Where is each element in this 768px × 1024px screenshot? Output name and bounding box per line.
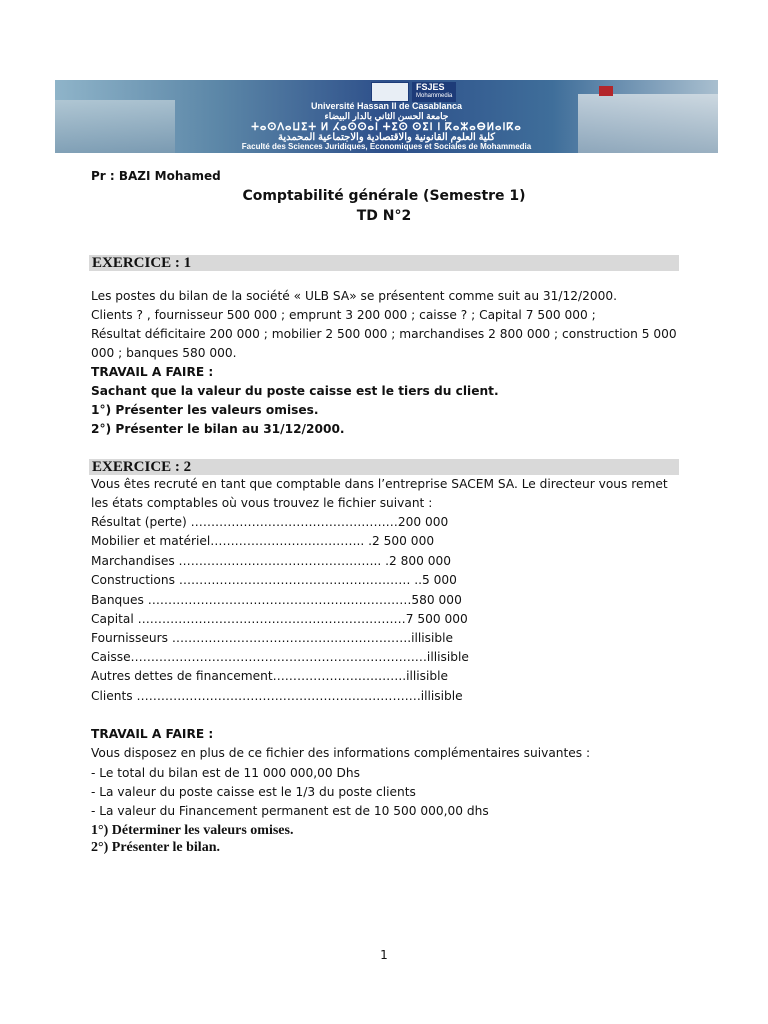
ex2-intro-line: les états comptables où vous trouvez le fichier suivant : bbox=[91, 496, 433, 510]
ex1-task-title: TRAVAIL A FAIRE : bbox=[91, 365, 214, 379]
banner-faculty-fr: Faculté des Sciences Juridiques, Economiques et Sociales de Mohammedia bbox=[241, 142, 532, 151]
ex2-task-title: TRAVAIL A FAIRE : bbox=[91, 727, 214, 741]
ex2-item: Résultat (perte) ……………………………………………200 000 bbox=[91, 515, 449, 529]
ex2-item: Fournisseurs ………………………………….……………….illisible bbox=[91, 631, 454, 645]
ex2-item: Mobilier et matériel……………………………….. .2 500 000 bbox=[91, 534, 435, 548]
ex1-line: Clients ? , fournisseur 500 000 ; emprunt 3 200 000 ; caisse ? ; Capital 7 500 000 ; bbox=[91, 308, 596, 322]
exercise-1-heading: EXERCICE : 1 bbox=[89, 255, 679, 271]
ex1-line: 000 ; banques 580 000. bbox=[91, 346, 237, 360]
ex2-item: Constructions ………………………………………………… ..5 000 bbox=[91, 573, 457, 587]
exercise-2-heading: EXERCICE : 2 bbox=[89, 459, 679, 475]
ex1-task: Sachant que la valeur du poste caisse est le tiers du client. bbox=[91, 384, 499, 398]
ex1-task: 2°) Présenter le bilan au 31/12/2000. bbox=[91, 422, 345, 436]
page-number: 1 bbox=[380, 948, 388, 962]
ex1-line: Les postes du bilan de la société « ULB SA» se présentent comme suit au 31/12/2000. bbox=[91, 289, 618, 303]
logo-mark-icon bbox=[371, 82, 409, 102]
banner-faculty-ar: كلية العلوم القانونية والاقتصادية والاجتماعية المحمدية bbox=[277, 132, 496, 143]
ex1-task: 1°) Présenter les valeurs omises. bbox=[91, 403, 319, 417]
ex2-info-line: - La valeur du Financement permanent est de 10 500 000,00 dhs bbox=[91, 804, 489, 818]
ex2-item: Clients …………………………………………………………….illisible bbox=[91, 689, 463, 703]
banner-university-ar: جامعة الحسن الثاني بالدار البيضاء bbox=[324, 111, 449, 121]
ex2-item: Caisse…………………………………………………………….…illisible bbox=[91, 650, 469, 664]
ex2-info-line: Vous disposez en plus de ce fichier des informations complémentaires suivantes : bbox=[91, 746, 591, 760]
ex2-task: 1°) Déterminer les valeurs omises. bbox=[91, 823, 294, 838]
ex2-item: Marchandises ………………………………………….. .2 800 000 bbox=[91, 554, 452, 568]
ex1-line: Résultat déficitaire 200 000 ; mobilier 2 500 000 ; marchandises 2 800 000 ; construction 5 000 bbox=[91, 327, 677, 341]
ex2-info-line: - La valeur du poste caisse est le 1/3 du poste clients bbox=[91, 785, 416, 799]
ex2-item: Autres dettes de financement…………………….……..illisible bbox=[91, 669, 448, 683]
flag-icon bbox=[599, 86, 613, 96]
author: Pr : BAZI Mohamed bbox=[91, 169, 221, 183]
ex2-item: Banques …………………………………………..……………580 000 bbox=[91, 593, 462, 607]
document-title: Comptabilité générale (Semestre 1) bbox=[242, 188, 526, 204]
logo-text: FSJES Mohammedia bbox=[412, 82, 456, 102]
header-banner bbox=[55, 80, 718, 153]
ex2-intro-line: Vous êtes recruté en tant que comptable dans l’entreprise SACEM SA. Le directeur vous remet bbox=[91, 477, 668, 491]
ex2-item: Capital …………………………………………………………7 500 000 bbox=[91, 612, 468, 626]
banner-university-fr: Université Hassan II de Casablanca bbox=[310, 101, 463, 111]
document-subtitle: TD N°2 bbox=[356, 208, 412, 224]
ex2-info-line: - Le total du bilan est de 11 000 000,00 Dhs bbox=[91, 766, 360, 780]
banner-tifinagh: ⵜⴰⵙⴷⴰⵡⵉⵜ ⵍ ⵃⴰⵙⵙⴰⵏ ⵜⵉⵙ ⵙⵉⵏ ⵏ ⴽⴰⵣⴰⴱⵍⴰⵏⴽⴰ bbox=[251, 122, 522, 133]
ex2-task: 2°) Présenter le bilan. bbox=[91, 840, 220, 855]
university-logo bbox=[371, 82, 456, 102]
